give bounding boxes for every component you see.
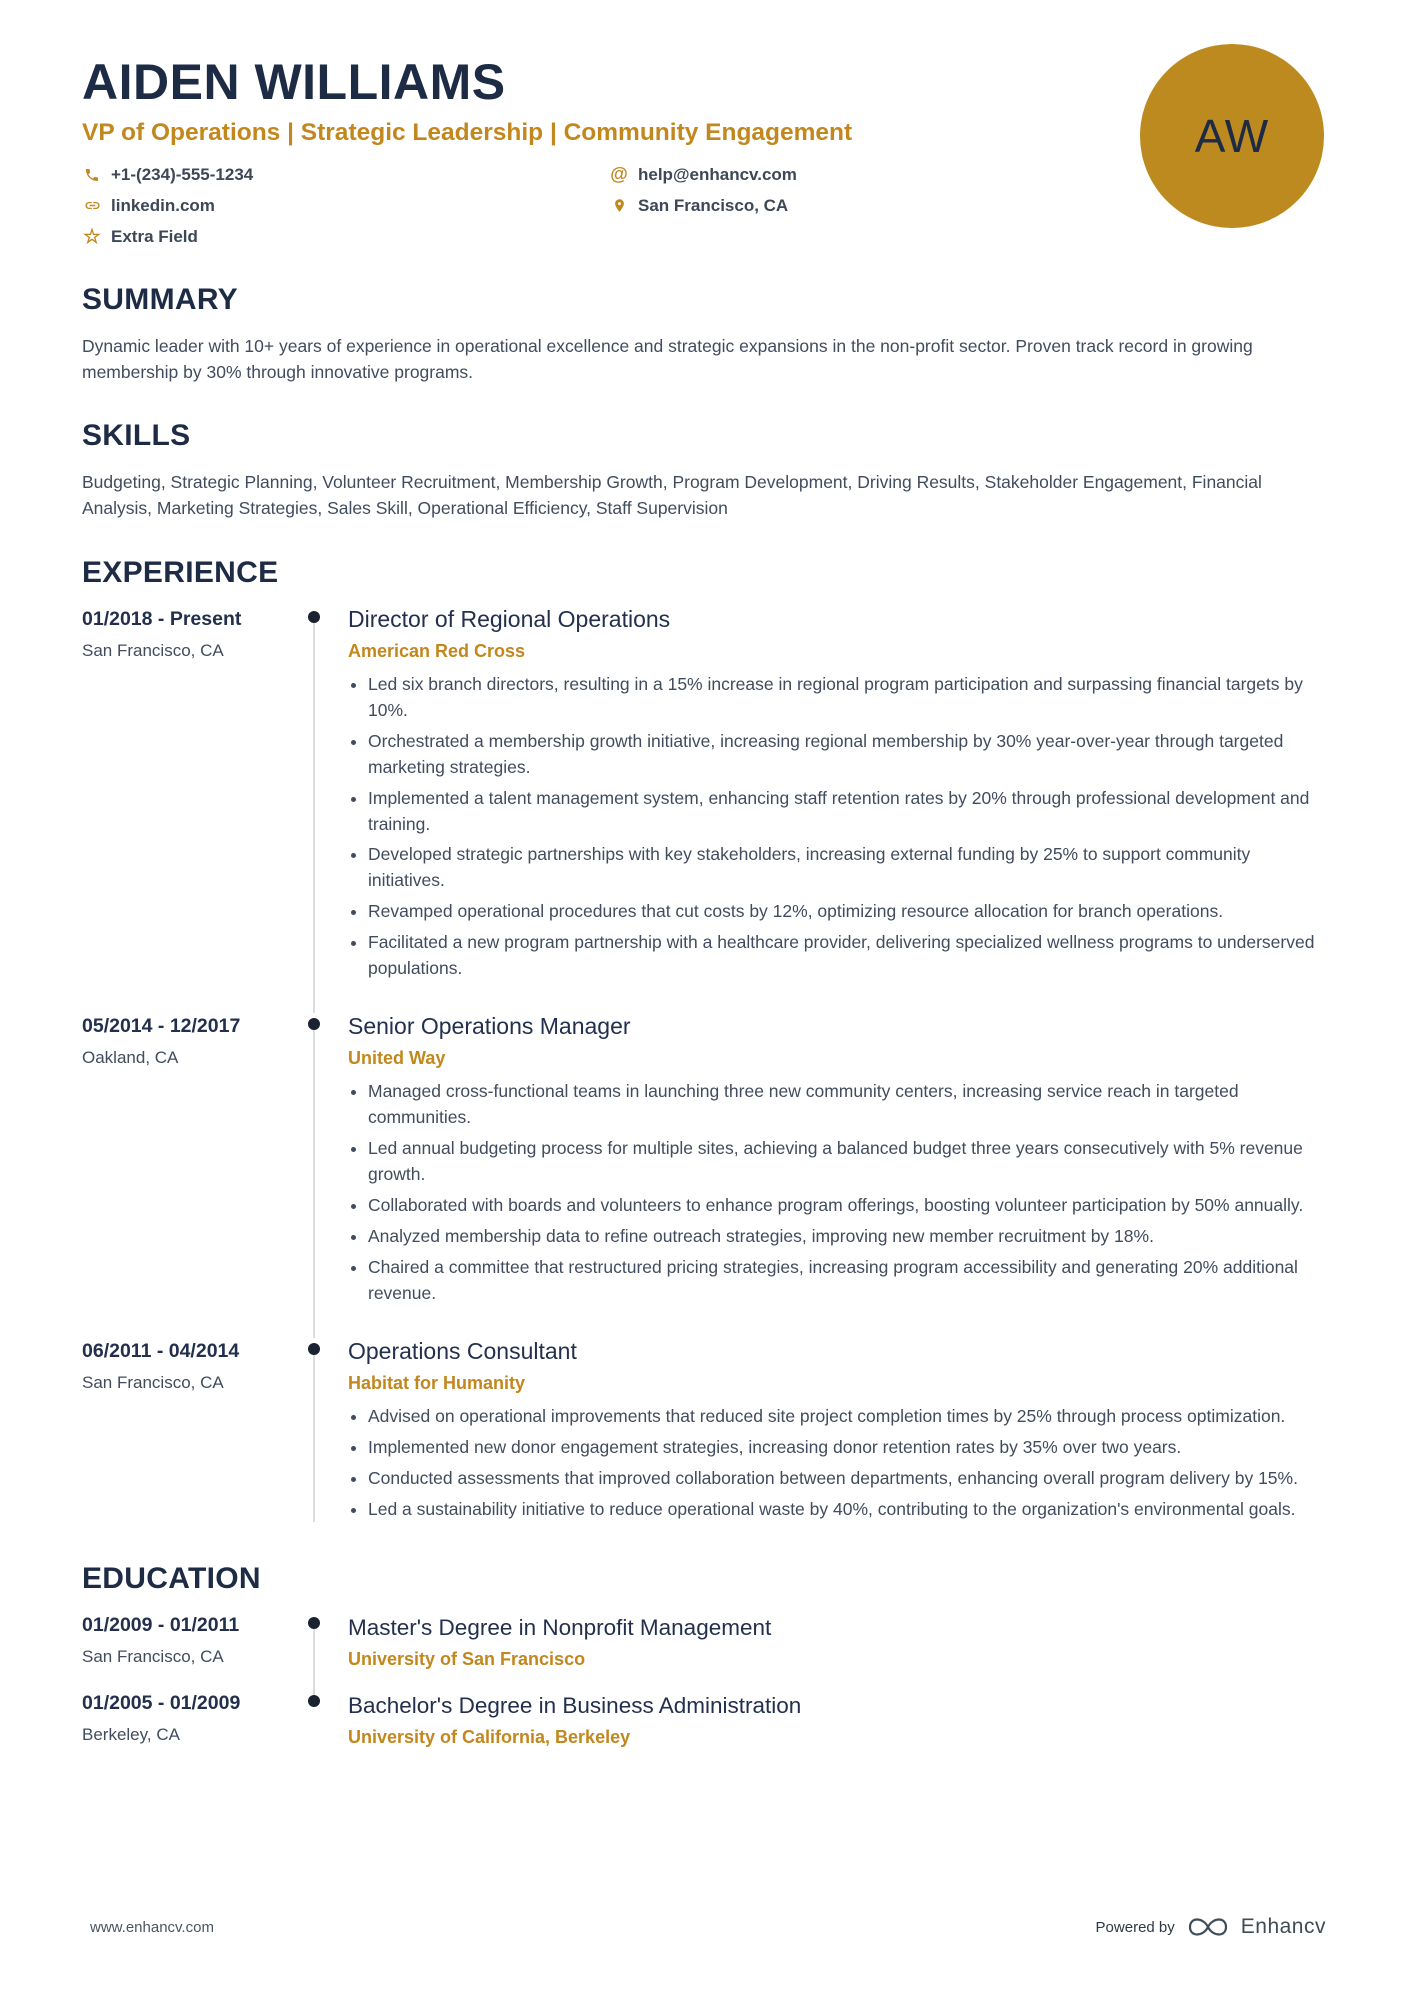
skills-section <box>82 419 1328 522</box>
summary-heading: SUMMARY <box>82 282 238 316</box>
experience-entry <box>82 606 1328 987</box>
job-bullets <box>348 1079 1326 1306</box>
timeline-line <box>313 618 315 1013</box>
experience-entry <box>82 1013 1328 1312</box>
experience-heading: EXPERIENCE <box>82 555 279 589</box>
phone-icon <box>82 167 102 183</box>
bullet-item: • Chaired a committee that restructured pricing strategies, increasing program accessibility and generating 20% additional revenue. <box>368 1255 1326 1307</box>
bullet-item: • Analyzed membership data to refine outreach strategies, improving new member recruitment by 18%. <box>368 1224 1326 1250</box>
bullet-item: • Advised on operational improvements that reduced site project completion times by 25% through process optimization. <box>368 1404 1326 1430</box>
education-location: San Francisco, CA <box>82 1646 224 1666</box>
powered-by <box>1096 1913 1326 1941</box>
job-bullets <box>348 1404 1326 1523</box>
education-dates: 01/2005 - 01/2009 <box>82 1691 241 1714</box>
education-section <box>82 1562 1328 1748</box>
job-title: Operations Consultant <box>348 1337 577 1364</box>
experience-section <box>82 556 1328 1528</box>
education-entry-body <box>334 1690 1328 1748</box>
bullet-item: • Developed strategic partnerships with key stakeholders, increasing external funding by 25% to support community initiatives. <box>368 842 1326 894</box>
education-entry <box>82 1690 1328 1748</box>
location-pin-icon <box>609 197 629 214</box>
degree-title: Bachelor's Degree in Business Administration <box>348 1692 802 1718</box>
experience-entry-meta <box>82 1338 294 1528</box>
experience-dates: 06/2011 - 04/2014 <box>82 1339 240 1362</box>
contact-info <box>82 163 852 249</box>
education-heading: EDUCATION <box>82 1561 261 1595</box>
timeline-dot <box>308 611 320 623</box>
contact-email[interactable] <box>609 163 797 187</box>
experience-entry-meta <box>82 1013 294 1312</box>
timeline <box>294 1338 334 1528</box>
experience-entry-body <box>334 1338 1328 1528</box>
enhancv-logo-icon[interactable] <box>1186 1913 1230 1941</box>
timeline-dot <box>308 1695 320 1707</box>
skills-text: Budgeting, Strategic Planning, Volunteer Recruitment, Membership Growth, Program Development, Driving Results, Stakeholder Engagement, Financial Analysis, Marketing Strategies, Sales Skill, Operational Efficiency, Staff Supervision <box>82 472 1262 519</box>
experience-entry-meta <box>82 606 294 987</box>
experience-location: Oakland, CA <box>82 1047 179 1067</box>
summary-text: Dynamic leader with 10+ years of experience in operational excellence and strategic expansions in the non-profit sector. Proven track record in growing membership by 30% through innovative programs. <box>82 335 1253 382</box>
contact-location <box>609 194 797 218</box>
experience-entry <box>82 1338 1328 1528</box>
candidate-headline: VP of Operations | Strategic Leadership | Community Engagement <box>82 118 853 146</box>
education-dates: 01/2009 - 01/2011 <box>82 1613 240 1636</box>
company-name: Habitat for Humanity <box>348 1373 526 1394</box>
school-name: University of California, Berkeley <box>348 1726 631 1747</box>
contact-linkedin-text[interactable]: linkedin.com <box>111 195 215 215</box>
contact-extra-field <box>82 225 609 249</box>
education-entry-meta <box>82 1690 294 1748</box>
timeline <box>294 1013 334 1312</box>
timeline-dot <box>308 1617 320 1629</box>
contact-email-text[interactable]: help@enhancv.com <box>638 164 797 184</box>
bullet-item: • Led annual budgeting process for multiple sites, achieving a balanced budget three years consecutively with 5% revenue growth. <box>368 1136 1326 1188</box>
link-icon <box>82 197 102 214</box>
bullet-item: • Collaborated with boards and volunteers to enhance program offerings, boosting volunteer participation by 50% annually. <box>368 1193 1326 1219</box>
job-title: Senior Operations Manager <box>348 1012 631 1039</box>
timeline <box>294 1612 334 1670</box>
contact-column-right <box>609 163 797 249</box>
contact-location-text: San Francisco, CA <box>638 195 789 215</box>
education-entry-meta <box>82 1612 294 1670</box>
degree-title: Master's Degree in Nonprofit Management <box>348 1614 772 1640</box>
company-name: American Red Cross <box>348 641 526 662</box>
footer-website-link[interactable]: www.enhancv.com <box>90 1918 214 1936</box>
at-icon: @ <box>610 164 628 184</box>
company-name: United Way <box>348 1048 446 1069</box>
education-entry <box>82 1612 1328 1670</box>
bullet-item: • Conducted assessments that improved collaboration between departments, enhancing overall program delivery by 15%. <box>368 1466 1326 1492</box>
experience-dates: 01/2018 - Present <box>82 607 242 630</box>
timeline-dot <box>308 1343 320 1355</box>
job-title: Director of Regional Operations <box>348 605 671 632</box>
contact-linkedin[interactable] <box>82 194 609 218</box>
candidate-name: AIDEN WILLIAMS <box>82 54 506 110</box>
contact-column-left <box>82 163 609 249</box>
summary-section <box>82 283 1328 386</box>
timeline-line <box>313 1624 315 1696</box>
bullet-item: • Led a sustainability initiative to reduce operational waste by 40%, contributing to the organization's environmental goals. <box>368 1497 1326 1523</box>
contact-extra-field-text: Extra Field <box>111 226 198 246</box>
bullet-item: • Managed cross-functional teams in launching three new community centers, increasing service reach in targeted communities. <box>368 1079 1326 1131</box>
star-icon: ☆ <box>83 225 101 248</box>
timeline <box>294 606 334 987</box>
bullet-item: • Implemented a talent management system, enhancing staff retention rates by 20% through professional development and training. <box>368 786 1326 838</box>
bullet-item: • Orchestrated a membership growth initiative, increasing regional membership by 30% year-over-year through targeted marketing strategies. <box>368 729 1326 781</box>
contact-phone <box>82 163 609 187</box>
school-name: University of San Francisco <box>348 1648 586 1669</box>
skills-heading: SKILLS <box>82 419 191 452</box>
bullet-item: • Led six branch directors, resulting in a 15% increase in regional program participation and surpassing financial targets by 10%. <box>368 672 1326 724</box>
avatar: AW <box>1140 44 1324 228</box>
page-footer <box>90 1913 1326 1941</box>
timeline-dot <box>308 1018 320 1030</box>
job-bullets <box>348 672 1326 982</box>
bullet-item: • Facilitated a new program partnership with a healthcare provider, delivering specialized wellness programs to underserved populations. <box>368 930 1326 982</box>
header-left <box>82 30 852 249</box>
powered-by-label: Powered by <box>1095 1918 1175 1936</box>
timeline-line <box>313 1025 315 1338</box>
enhancv-brand-text[interactable]: Enhancv <box>1240 1915 1326 1938</box>
timeline <box>294 1690 334 1748</box>
experience-location: San Francisco, CA <box>82 640 224 660</box>
bullet-item: • Implemented new donor engagement strategies, increasing donor retention rates by 35% over two years. <box>368 1435 1326 1461</box>
education-entry-body <box>334 1612 1328 1670</box>
experience-location: San Francisco, CA <box>82 1372 224 1392</box>
timeline-line <box>313 1350 315 1522</box>
resume-header <box>82 30 1328 249</box>
experience-entry-body <box>334 1013 1328 1312</box>
bullet-item: • Revamped operational procedures that cut costs by 12%, optimizing resource allocation for branch operations. <box>368 899 1326 925</box>
contact-phone-text: +1-(234)-555-1234 <box>111 164 254 184</box>
experience-entry-body <box>334 606 1328 987</box>
experience-dates: 05/2014 - 12/2017 <box>82 1014 241 1037</box>
education-location: Berkeley, CA <box>82 1724 180 1744</box>
